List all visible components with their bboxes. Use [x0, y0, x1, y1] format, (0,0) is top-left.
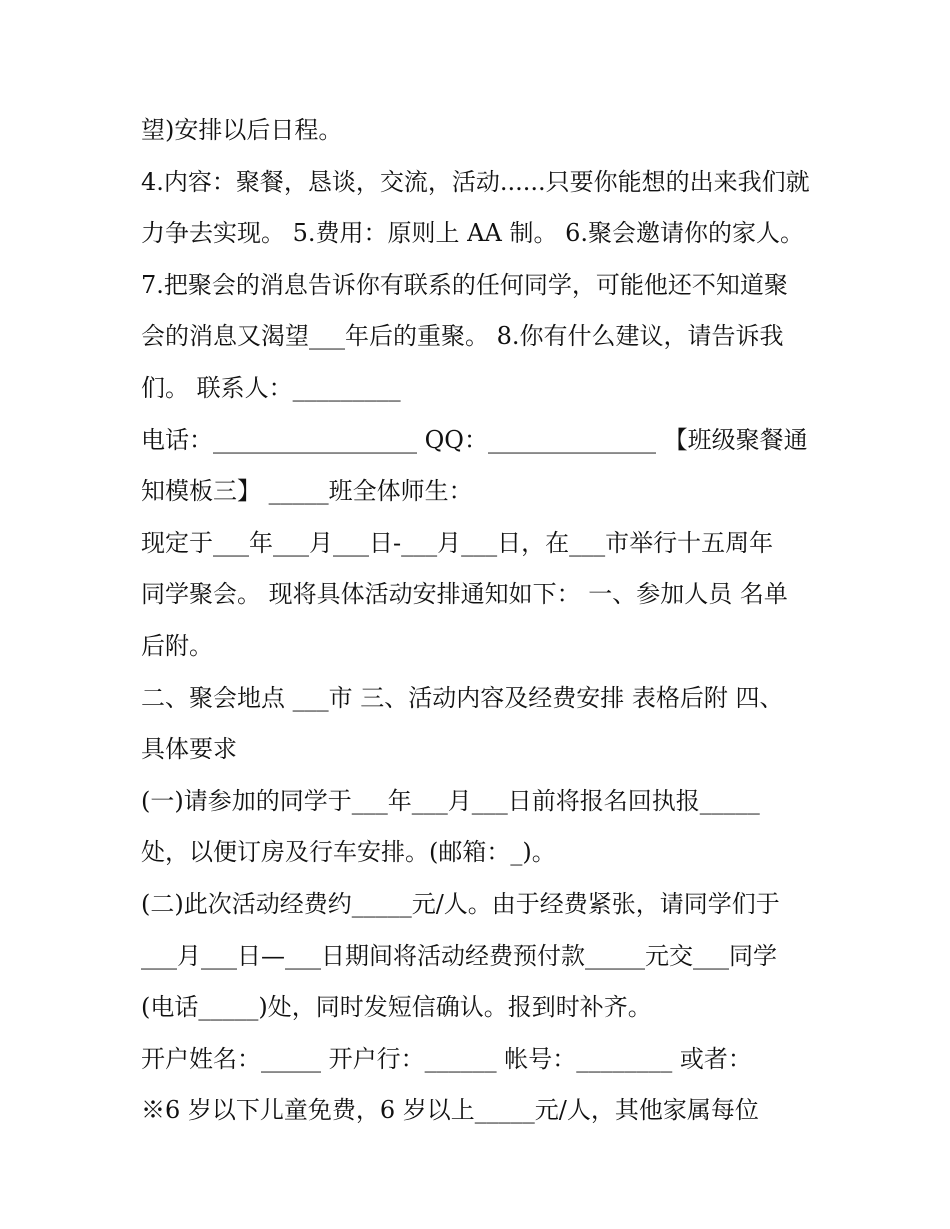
- text-line: 们。 联系人：_________: [141, 373, 401, 402]
- text-line: 会的消息又渴望___年后的重聚。 8.你有什么建议，请告诉我: [141, 322, 784, 351]
- text-line: 力争去实现。 5.费用：原则上 AA 制。 6.聚会邀请你的家人。: [141, 219, 804, 248]
- text-line: 开户姓名：_____ 开户行：______ 帐号：________ 或者：: [141, 1044, 752, 1073]
- document-body: [141, 105, 821, 1137]
- text-line: 后附。: [141, 631, 213, 660]
- text-line: 现定于___年___月___日-___月___日，在___市举行十五周年: [141, 528, 774, 557]
- text-line: 电话：_________________ QQ：______________ 【班级聚餐通: [141, 425, 808, 454]
- text-line: ※6 岁以下儿童免费，6 岁以上_____元/人，其他家属每位: [141, 1096, 759, 1125]
- text-line: 处，以便订房及行车安排。(邮箱：_)。: [141, 838, 556, 867]
- text-line: (电话_____)处，同时发短信确认。报到时补齐。: [141, 993, 652, 1022]
- text-line: 同学聚会。 现将具体活动安排通知如下： 一、参加人员 名单: [141, 580, 788, 609]
- text-line: 望)安排以后日程。: [141, 116, 343, 144]
- text-line: 知模板三】 _____班全体师生：: [141, 477, 473, 506]
- text-line: 具体要求: [141, 735, 237, 764]
- text-line: ___月___日—___日期间将活动经费预付款_____元交___同学: [141, 941, 777, 970]
- text-line: 二、聚会地点 ___市 三、活动内容及经费安排 表格后附 四、: [141, 683, 784, 712]
- text-line: (二)此次活动经费约_____元/人。由于经费紧张，请同学们于: [141, 889, 780, 918]
- text-line: (一)请参加的同学于___年___月___日前将报名回执报_____: [141, 786, 760, 815]
- text-line: 7.把聚会的消息告诉你有联系的任何同学，可能他还不知道聚: [141, 270, 788, 299]
- text-line: 4.内容：聚餐，恳谈，交流，活动......只要你能想的出来我们就: [141, 167, 810, 196]
